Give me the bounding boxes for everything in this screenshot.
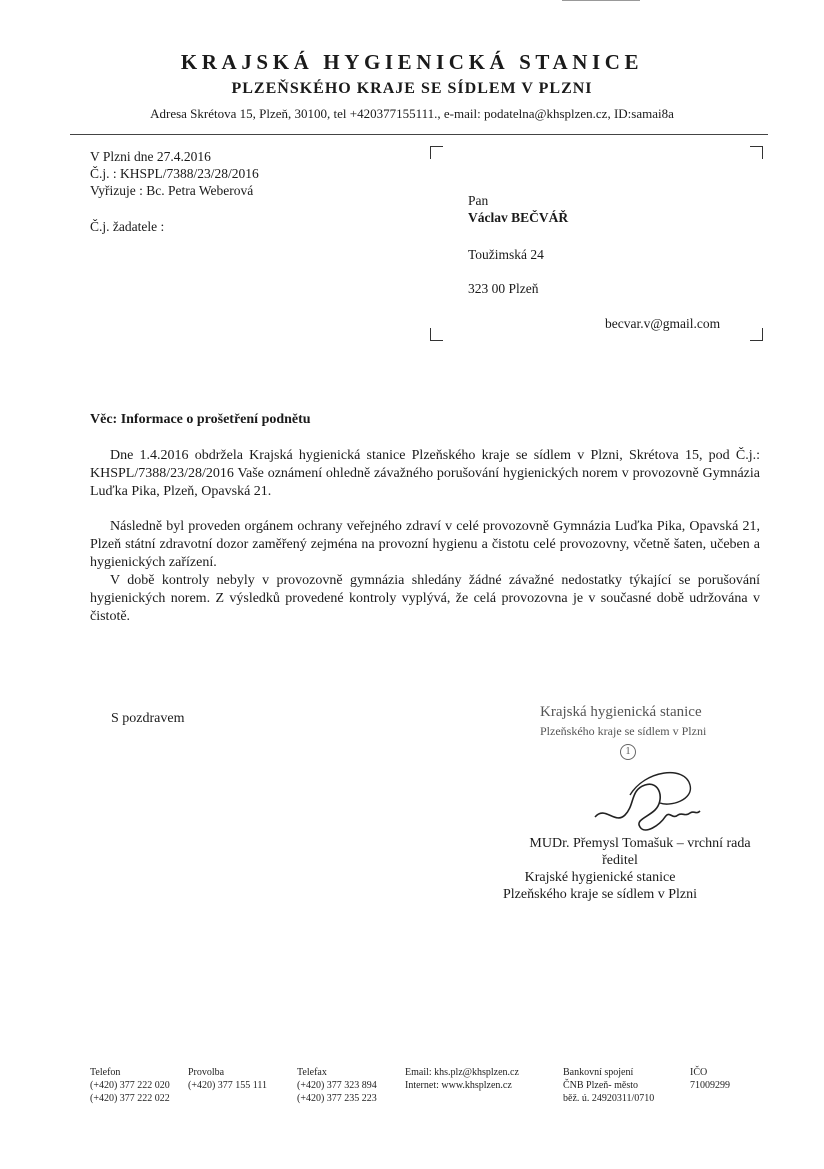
address-corner-tr bbox=[750, 146, 763, 159]
footer-bank-label: Bankovní spojení bbox=[563, 1067, 634, 1078]
letter-date: V Plzni dne 27.4.2016 bbox=[90, 149, 211, 164]
footer-bank-line-2: běž. ú. 24920311/0710 bbox=[563, 1093, 655, 1104]
closing-greeting: S pozdravem bbox=[111, 711, 185, 726]
body-paragraph-3 bbox=[90, 572, 760, 626]
footer-provolba-line-1: (+420) 377 155 111 bbox=[188, 1080, 268, 1091]
subject-line: Věc: Informace o prošetření podnětu bbox=[90, 412, 311, 427]
footer-telefon-line-1: (+420) 377 222 020 bbox=[90, 1080, 170, 1091]
applicant-reference: Č.j. žadatele : bbox=[90, 219, 165, 234]
stamp-line-2: Plzeňského kraje se sídlem v Plzni bbox=[540, 724, 707, 738]
handled-by: Vyřizuje : Bc. Petra Weberová bbox=[90, 183, 254, 198]
body-paragraph-2 bbox=[90, 518, 760, 572]
signer-org-2: Plzeňského kraje se sídlem v Plzni bbox=[502, 887, 698, 902]
recipient-salutation: Pan bbox=[468, 193, 489, 208]
recipient-email: becvar.v@gmail.com bbox=[605, 316, 721, 331]
letterhead-title: KRAJSKÁ HYGIENICKÁ STANICE bbox=[180, 50, 644, 74]
top-edge-mark bbox=[562, 0, 640, 1]
footer-telefax-line-2: (+420) 377 235 223 bbox=[297, 1093, 377, 1104]
footer-telefon bbox=[90, 1066, 170, 1105]
footer-telefon-label: Telefon bbox=[90, 1067, 121, 1078]
paragraph-1-text: Dne 1.4.2016 obdržela Krajská hygienická stanice Plzeňského kraje se sídlem v Plzni, Skrétova 15, pod Č.j.: KHSPL/7388/23/28/2016 Vaše oznámení ohledně závažného porušování hygienických norem v provozovně Gymnázia Luďka Pika, Plzeň, Opavská 21. bbox=[90, 448, 760, 499]
footer-telefax-label: Telefax bbox=[297, 1067, 327, 1078]
handwritten-signature bbox=[590, 765, 710, 840]
footer-ico-label: IČO bbox=[690, 1067, 708, 1078]
footer-email bbox=[405, 1066, 519, 1092]
body-paragraph-1 bbox=[90, 447, 760, 501]
footer-email-line-1: Email: khs.plz@khsplzen.cz bbox=[405, 1067, 519, 1078]
footer-ico bbox=[690, 1066, 730, 1092]
recipient-street: Toužimská 24 bbox=[468, 247, 544, 262]
letterhead-address: Adresa Skrétova 15, Plzeň, 30100, tel +420377155111., e-mail: podatelna@khsplzen.cz, ID:samai8a bbox=[150, 106, 674, 121]
paragraph-3-text: V době kontroly nebyly v provozovně gymnázia shledány žádné závažné nedostatky týkající se porušování hygienických norem. Z výsledků provedené kontroly vyplývá, že celá provozovna je v současné době udržována v čistotě. bbox=[90, 573, 760, 624]
footer-provolba bbox=[188, 1066, 267, 1092]
footer-bank-line-1: ČNB Plzeň- město bbox=[563, 1080, 638, 1091]
reference-number: Č.j. : KHSPL/7388/23/28/2016 bbox=[90, 166, 259, 181]
address-corner-bl bbox=[430, 328, 443, 341]
recipient-city: 323 00 Plzeň bbox=[468, 281, 539, 296]
footer-ico-line-1: 71009299 bbox=[690, 1080, 730, 1091]
signer-name: MUDr. Přemysl Tomašuk – vrchní rada bbox=[529, 836, 751, 851]
address-corner-br bbox=[750, 328, 763, 341]
stamp-number: 1 bbox=[620, 744, 636, 760]
letterhead-subtitle: PLZEŇSKÉHO KRAJE SE SÍDLEM V PLZNI bbox=[231, 80, 593, 97]
footer-telefax-line-1: (+420) 377 323 894 bbox=[297, 1080, 377, 1091]
footer-bank bbox=[563, 1066, 654, 1105]
stamp-line-1: Krajská hygienická stanice bbox=[540, 704, 702, 720]
footer-email-line-2: Internet: www.khsplzen.cz bbox=[405, 1080, 512, 1091]
signer-role: ředitel bbox=[602, 853, 638, 868]
signer-org-1: Krajské hygienické stanice bbox=[524, 870, 676, 885]
footer-provolba-label: Provolba bbox=[188, 1067, 225, 1078]
recipient-name: Václav BEČVÁŘ bbox=[468, 210, 569, 225]
footer-telefon-line-2: (+420) 377 222 022 bbox=[90, 1093, 170, 1104]
footer-telefax bbox=[297, 1066, 377, 1105]
header-divider bbox=[70, 134, 768, 135]
paragraph-2-text: Následně byl proveden orgánem ochrany veřejného zdraví v celé provozovně Gymnázia Luďka Pika, Opavská 21, Plzeň státní zdravotní dozor zaměřený zejména na provozní hygienu a čistotu celé provozovny, včetně šaten, učeben a hygienických zařízení. bbox=[90, 519, 760, 570]
address-corner-tl bbox=[430, 146, 443, 159]
